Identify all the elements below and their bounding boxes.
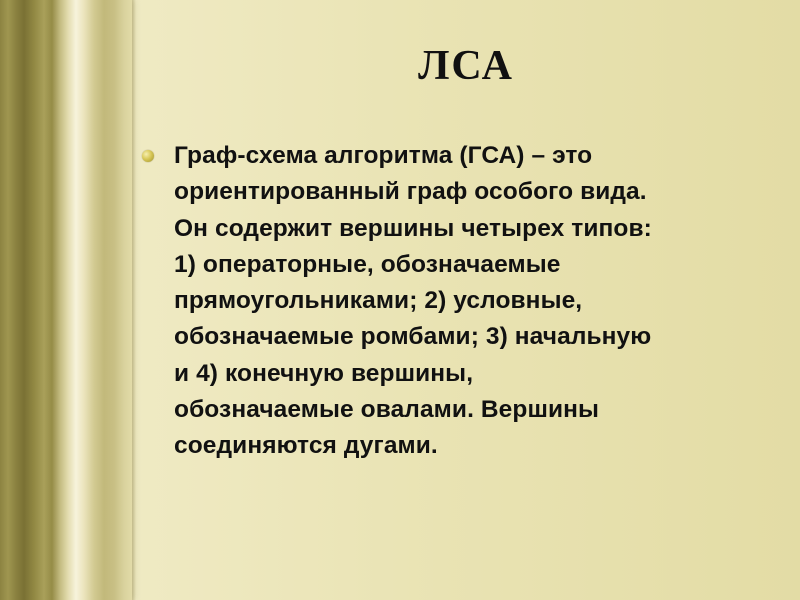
slide-content [138,138,788,465]
slide-title: ЛСА [418,43,514,89]
bullet-icon [142,150,154,162]
bullet-item [138,138,788,465]
bullet-text: Граф-схема алгоритма (ГСА) – это ориентированный граф особого вида. Он содержит вершины четырех типов: 1) операторные, обозначаемые прямоугольниками; 2) условные, обозначаемые ромбами; 3) начальную и 4) конечную вершины, обозначаемые овалами. Вершины соединяются дугами. [174,142,652,460]
decorative-column [0,0,132,600]
